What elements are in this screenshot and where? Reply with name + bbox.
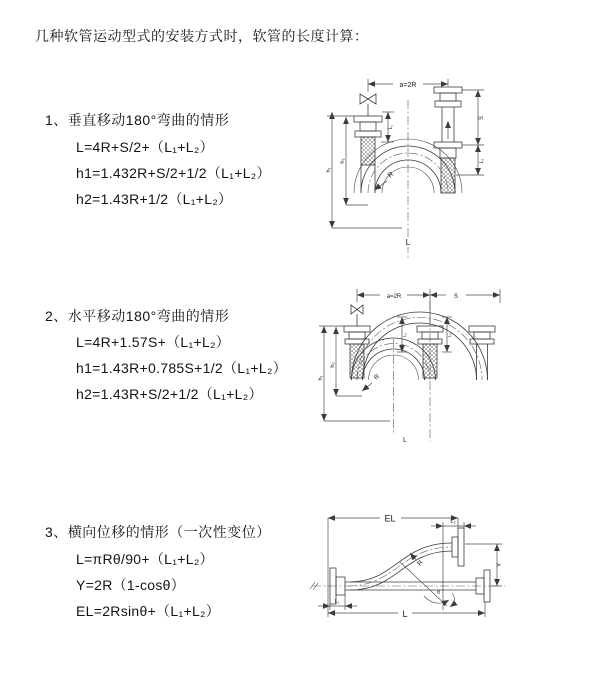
dim-l2-label: L₂ bbox=[447, 332, 452, 338]
dim-l1 bbox=[397, 317, 407, 352]
section3-formula-Y: Y=2R（1-cosθ） bbox=[76, 577, 186, 593]
left-flange-fitting bbox=[354, 116, 382, 165]
radius-label: R bbox=[386, 170, 396, 180]
dim-a2r bbox=[357, 289, 500, 324]
valve-icon bbox=[351, 305, 363, 326]
radius-label: R bbox=[416, 559, 425, 568]
section2-formula-h2: h2=1.43R+S/2+1/2（L₁+L₂） bbox=[76, 386, 263, 402]
dim-h2-label: h₂ bbox=[330, 362, 336, 368]
dim-l2 bbox=[431, 519, 476, 610]
radius-callout bbox=[410, 553, 425, 567]
dim-h1-label: h₁ bbox=[326, 167, 332, 173]
dim-l2 bbox=[456, 145, 485, 175]
dim-l2 bbox=[442, 317, 452, 352]
dim-el-label: EL bbox=[384, 513, 396, 524]
dim-s-label: S bbox=[453, 294, 459, 300]
dim-el bbox=[328, 514, 458, 618]
dim-a2r bbox=[368, 79, 448, 92]
section1-formula-h1: h1=1.432R+S/2+1/2（L₁+L₂） bbox=[76, 165, 271, 181]
dim-h2-label: h₂ bbox=[340, 158, 346, 164]
angle-theta-label: θ bbox=[437, 590, 441, 596]
diagram-vertical-180-bend bbox=[310, 68, 600, 263]
angle-theta bbox=[400, 562, 455, 607]
dim-l1-label: L₁ bbox=[402, 332, 407, 338]
section2-heading: 2、水平移动180°弯曲的情形 bbox=[45, 308, 230, 324]
dim-y-label: Y bbox=[496, 562, 503, 568]
page-title: 几种软管运动型式的安装方式时，软管的长度计算： bbox=[35, 28, 369, 44]
diagram-horizontal-180-bend bbox=[310, 281, 600, 453]
valve-icon bbox=[360, 94, 376, 116]
right-flange-fitting bbox=[434, 87, 462, 193]
upper-flange bbox=[452, 528, 464, 566]
radius-label: R bbox=[372, 373, 381, 382]
section2-formula-h1: h1=1.43R+0.785S+1/2（L₁+L₂） bbox=[76, 360, 287, 376]
dim-l bbox=[328, 602, 485, 619]
section3-formula-EL: EL=2Rsinθ+（L₁+L₂） bbox=[76, 603, 221, 619]
dim-a2r-label: a=2R bbox=[399, 82, 417, 89]
section1-formula-h2: h2=1.43R+1/2（L₁+L₂） bbox=[76, 191, 233, 207]
section1-formula-L: L=4R+S/2+（L₁+L₂） bbox=[76, 139, 214, 155]
dim-l-label: L bbox=[402, 609, 408, 619]
dim-l-label: L bbox=[403, 437, 407, 444]
section3-formula-L: L=πRθ/90+（L₁+L₂） bbox=[76, 551, 214, 567]
s-curve-hose bbox=[348, 543, 452, 590]
diagram-lateral-displacement bbox=[300, 498, 600, 670]
dim-l1-label: L₁ bbox=[388, 124, 394, 130]
section3-heading: 3、横向位移的情形（一次性变位） bbox=[45, 524, 271, 540]
dim-s bbox=[462, 90, 485, 145]
hose-u-bends bbox=[352, 312, 488, 380]
dim-a2r-label: a=2R bbox=[386, 294, 402, 300]
dim-l1 bbox=[381, 112, 394, 142]
dim-h1-label: h₁ bbox=[318, 375, 324, 381]
section2-formula-L: L=4R+1.57S+（L₁+L₂） bbox=[76, 334, 231, 350]
dim-s-label: S bbox=[479, 115, 485, 121]
dim-s bbox=[430, 294, 500, 300]
radius-callout bbox=[362, 373, 381, 391]
dim-l-label: L bbox=[405, 237, 411, 247]
dim-l1 bbox=[318, 595, 357, 610]
dim-l2-label: L₂ bbox=[479, 158, 485, 164]
dim-l2-label: L₂ bbox=[450, 519, 456, 525]
section1-heading: 1、垂直移动180°弯曲的情形 bbox=[45, 112, 230, 128]
dim-l1-label: L₁ bbox=[334, 599, 340, 605]
